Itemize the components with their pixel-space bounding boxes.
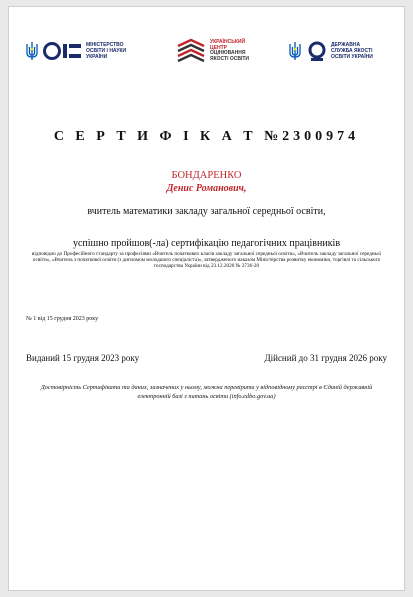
mon-mark-icon: [42, 41, 84, 61]
service-name: ДЕРЖАВНА СЛУЖБА ЯКОСТІ ОСВІТИ УКРАЇНИ: [331, 42, 373, 60]
tryzub-icon: [288, 41, 302, 61]
valid-until: Дійсний до 31 грудня 2026 року: [264, 353, 387, 363]
holder-surname: БОНДАРЕНКО: [171, 170, 242, 181]
issue-date: Виданий 15 грудня 2023 року: [26, 353, 140, 363]
certification-statement: успішно пройшов(-ла) сертифікацію педагогічних працівників: [72, 238, 341, 249]
record-number: № 1 від 15 грудня 2023 року: [26, 316, 99, 322]
service-mark-icon: [306, 41, 328, 61]
certificate-title: С Е Р Т И Ф І К А Т №2300974: [53, 129, 360, 144]
legal-basis: відповідно до Професійного стандарту за професіями «Вчитель початкових класів закладу загальної середньої освіти», «Вчитель закладу загальної середньої освіти», «Вчитель з початкової освіти (з дипломом молодшого спеціаліста)», затвердженого наказом Міністерства розвитку економіки, торгівлі та сільського господарства України від 23.12.2020 № 2736-20: [31, 251, 382, 270]
verification-note: Достовірність Сертифіката та даних, зазначених у ньому, можна перевірити у відповідному реєстрі в Єдиній державній електронній базі з питань освіти (info.edbo.gov.ua): [40, 384, 373, 400]
holder-name: Денис Романович,: [166, 183, 247, 194]
ministry-name: МІНІСТЕРСТВО ОСВІТИ І НАУКИ УКРАЇНИ: [86, 42, 127, 60]
ministry-logo: [25, 41, 144, 61]
centre-mark-icon: [176, 38, 206, 64]
centre-logo: [176, 38, 249, 64]
centre-name: УКРАЇНСЬКИЙ ЦЕНТР ОЦІНЮВАННЯ ЯКОСТІ ОСВІТИ: [210, 39, 250, 62]
service-logo: [288, 41, 375, 61]
holder-position: вчитель математики закладу загальної середньої освіти,: [87, 206, 326, 217]
certificate-page: [8, 6, 405, 591]
tryzub-icon: [25, 41, 39, 61]
